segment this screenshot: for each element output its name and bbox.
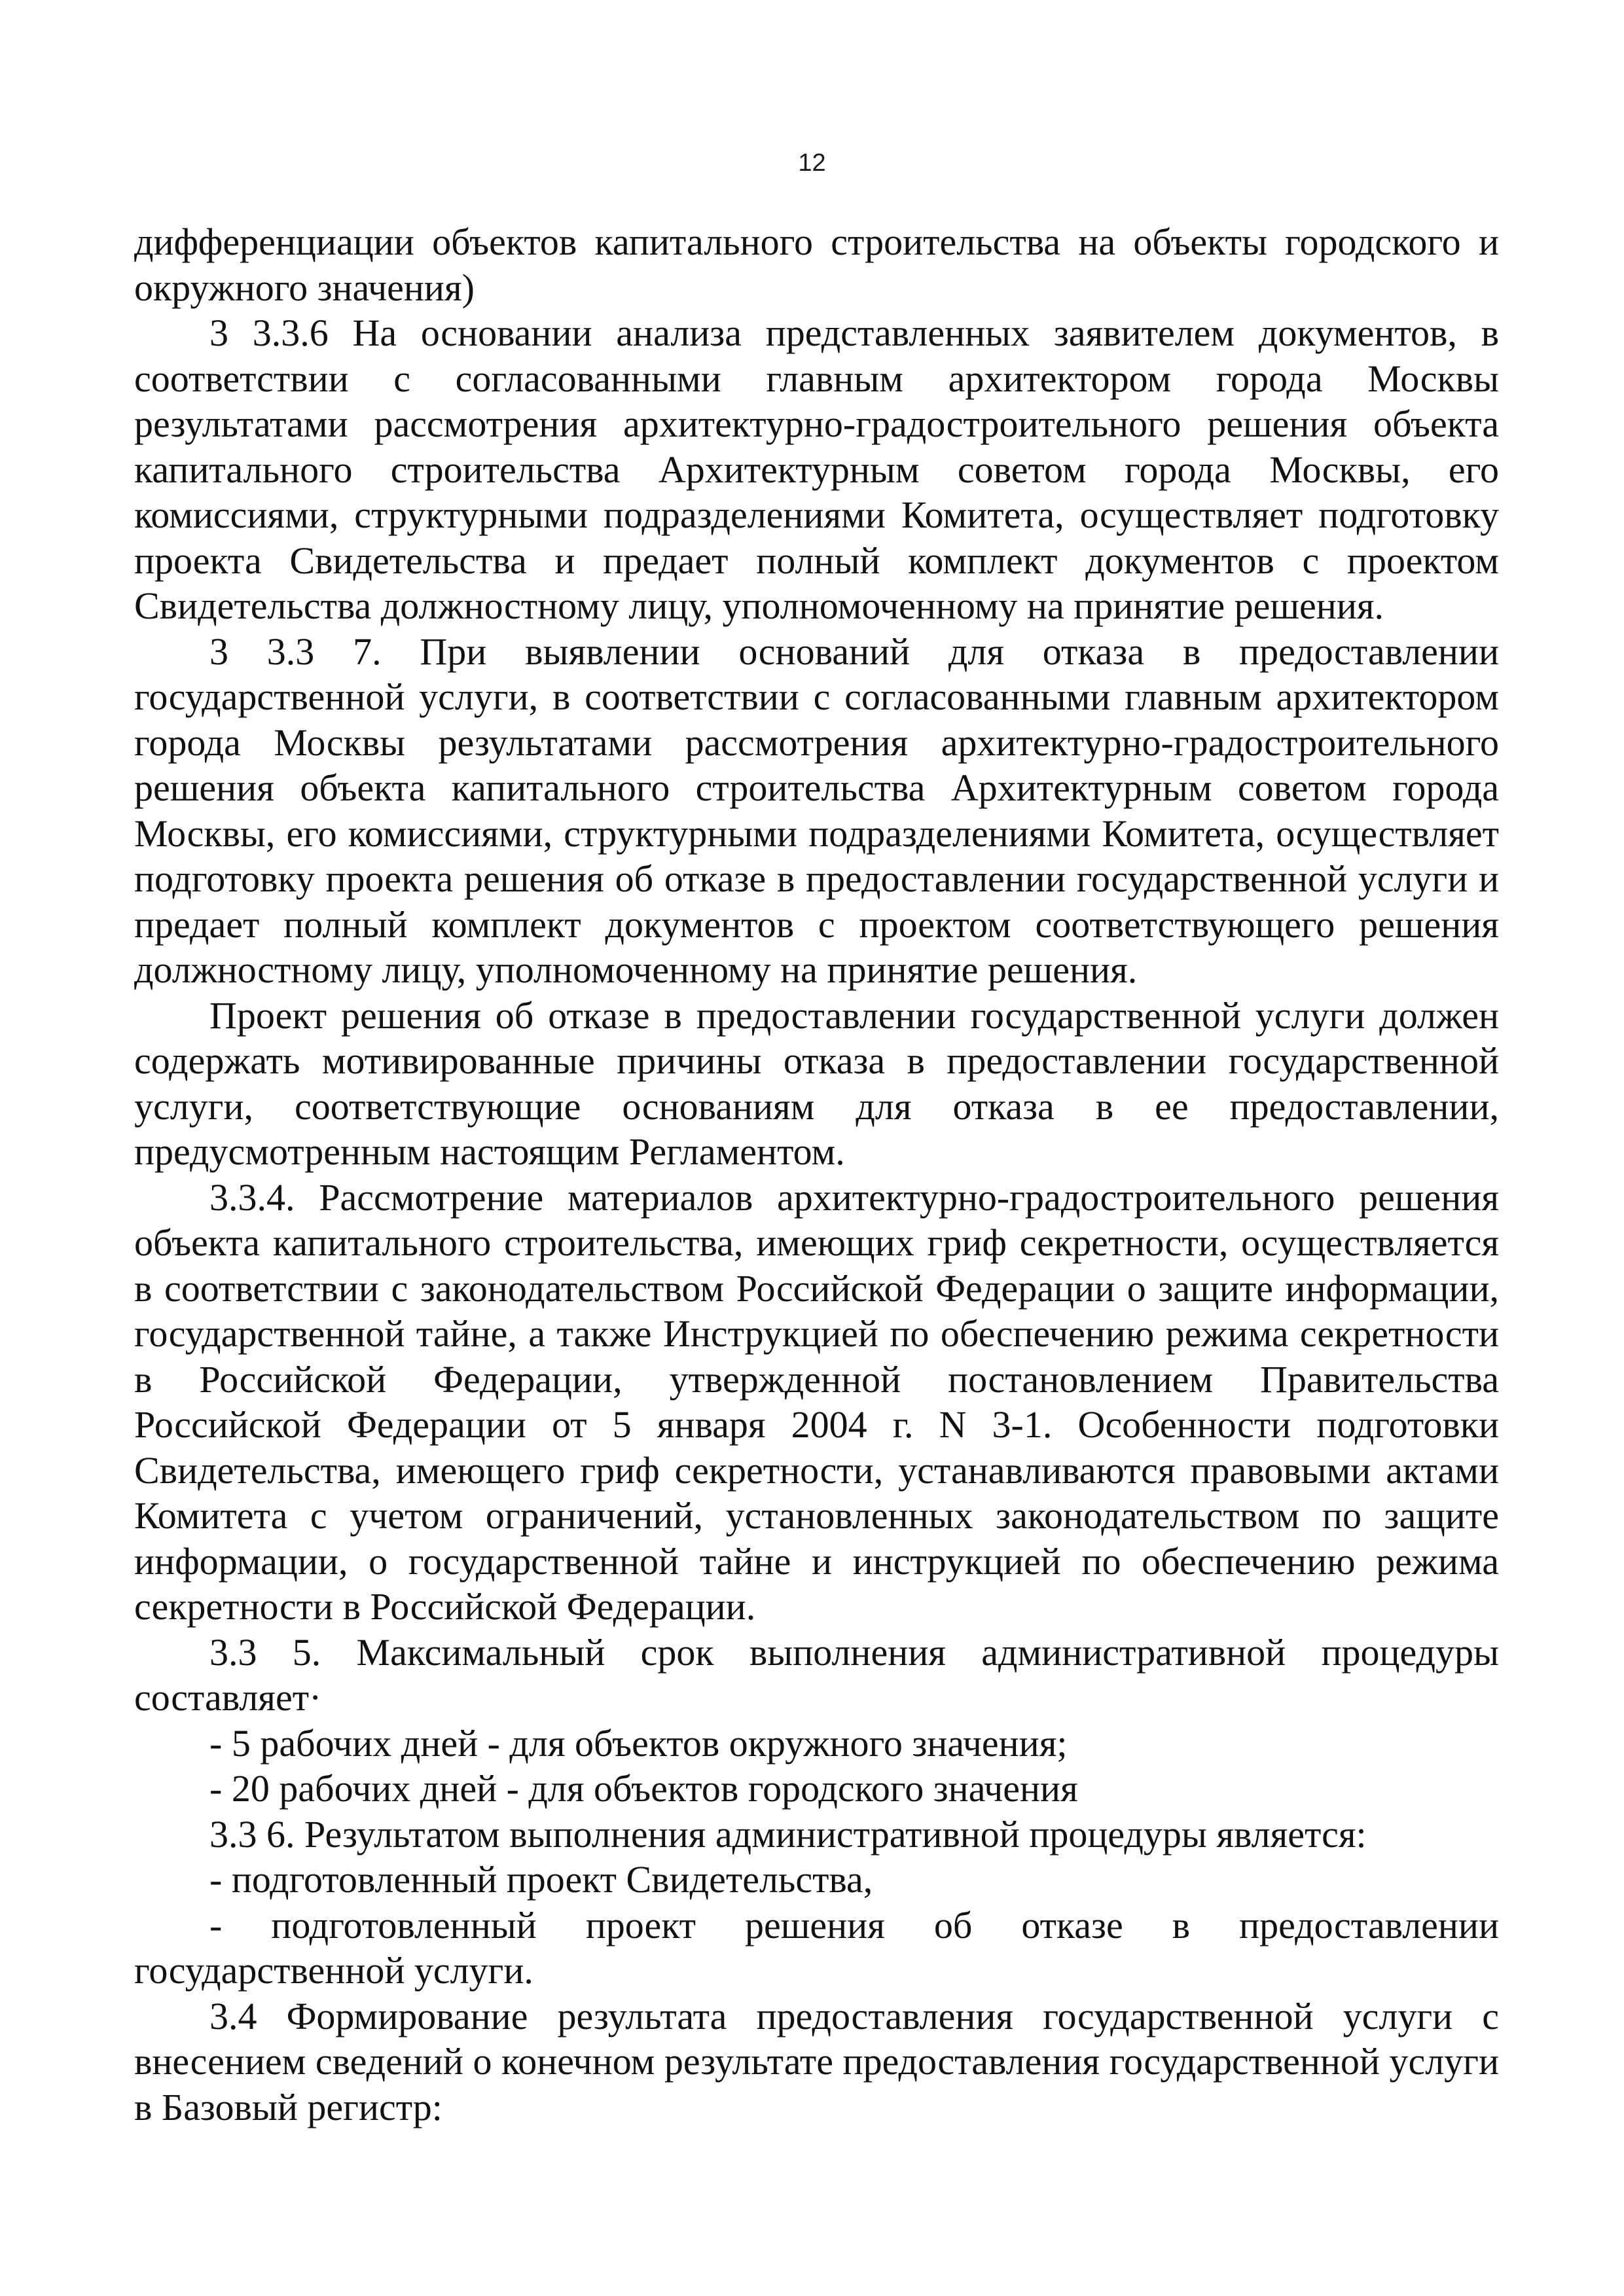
- paragraph-refusal-project: Проект решения об отказе в предоставлении государственной услуги должен содержать мотивированные причины отказа в предоставлении государственной услуги, соответствующие основаниям для отказа в ее предоставлении, предусмотренным настоящим Регламентом.: [134, 994, 1499, 1173]
- paragraph-3-3-3-6: 3 3.3.6 На основании анализа представленных заявителем документов, в соответствии с согласованными главным архитектором города Москвы результатами рассмотрения архитектурно-градостроительного решения объекта капитального строительства Архитектурным советом города Москвы, его комиссиями, структурными подразделениями Комитета, осуществляет подготовку проекта Свидетельства и предает полный комплект документов с проектом Свидетельства должностному лицу, уполномоченному на принятие решения.: [134, 312, 1499, 627]
- paragraph-continuation: дифференциации объектов капитального строительства на объекты городского и окружного значения): [134, 221, 1499, 309]
- list-item-certificate-project: - подготовленный проект Свидетельства,: [209, 1858, 873, 1901]
- paragraph-3-3-3-7: 3 3.3 7. При выявлении оснований для отказа в предоставлении государственной услуги, в соответствии с согласованными главным архитектором города Москвы результатами рассмотрения архитектурно-градостроительного решения объекта капитального строительства Архитектурным советом города Москвы, его комиссиями, структурными подразделениями Комитета, осуществляет подготовку проекта решения об отказе в предоставлении государственной услуги и предает полный комплект документов с проектом соответствующего решения должностному лицу, уполномоченному на принятие решения.: [134, 630, 1499, 991]
- paragraph-3-3-4: 3.3.4. Рассмотрение материалов архитектурно-градостроительного решения объекта капитального строительства, имеющих гриф секретности, осуществляется в соответствии с законодательством Российской Федерации о защите информации, государственной тайне, а также Инструкцией по обеспечению режима секретности в Российской Федерации, утвержденной постановлением Правительства Российской Федерации от 5 января 2004 г. N 3-1. Особенности подготовки Свидетельства, имеющего гриф секретности, устанавливаются правовыми актами Комитета с учетом ограничений, установленных законодательством по защите информации, о государственной тайне и инструкцией по обеспечению режима секретности в Российской Федерации.: [134, 1175, 1499, 1628]
- paragraph-3-3-5: 3.3 5. Максимальный срок выполнения административной процедуры составляет·: [134, 1630, 1499, 1719]
- list-item-district-term: - 5 рабочих дней - для объектов окружного значения;: [209, 1721, 1068, 1765]
- paragraph-3-4: 3.4 Формирование результата предоставления государственной услуги с внесением сведений о конечном результате предоставления государственной услуги в Базовый регистр:: [134, 1994, 1499, 2128]
- list-item-city-term: - 20 рабочих дней - для объектов городского значения: [209, 1767, 1078, 1810]
- page-number: 12: [798, 149, 826, 177]
- list-item-refusal-decision-project: - подготовленный проект решения об отказе в предоставлении государственной услуги.: [134, 1903, 1499, 1992]
- paragraph-3-3-6-result: 3.3 6. Результатом выполнения административной процедуры является:: [209, 1812, 1367, 1856]
- document-body: [134, 219, 1499, 2130]
